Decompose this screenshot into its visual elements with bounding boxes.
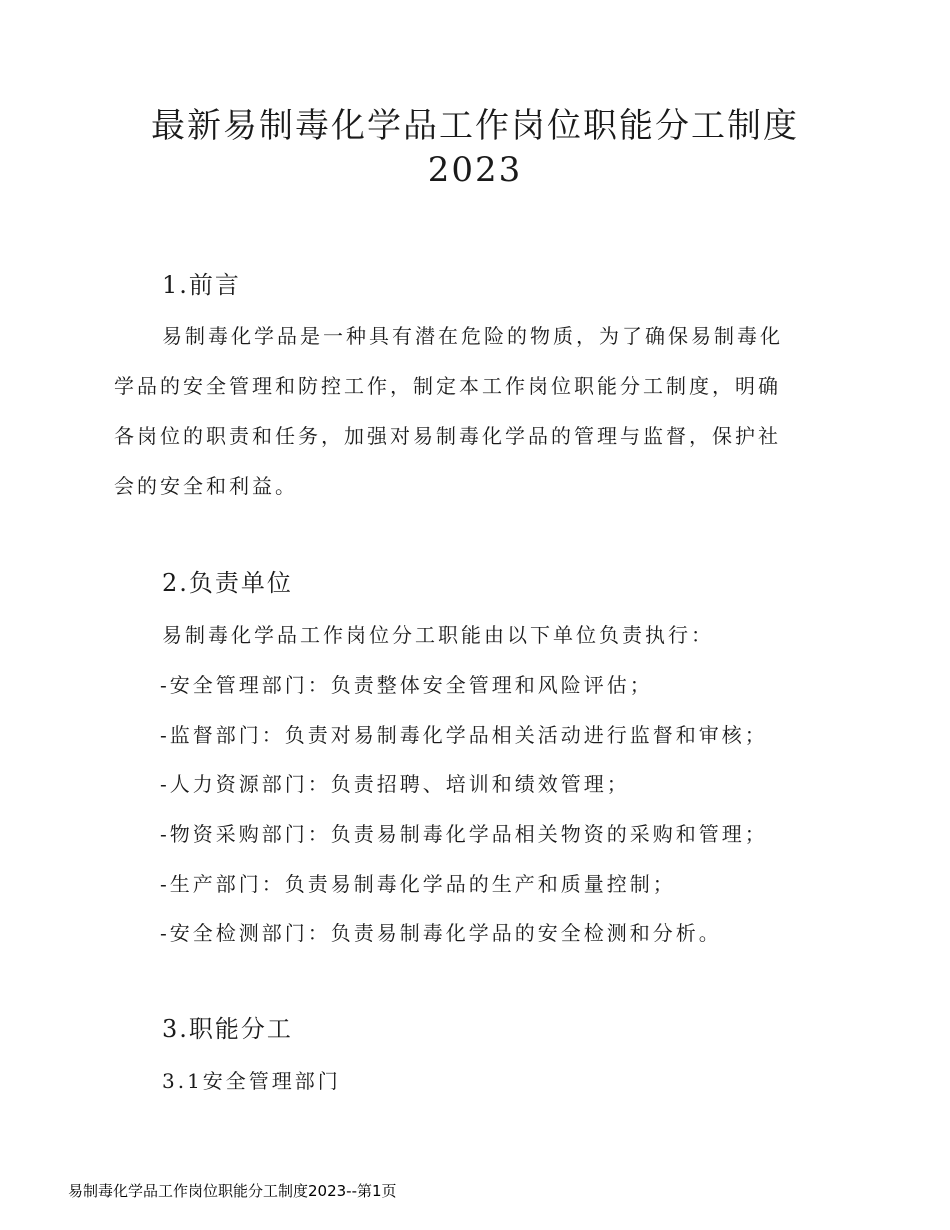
preface-paragraph-line: 各岗位的职责和任务，加强对易制毒化学品的管理与监督，保护社	[114, 424, 781, 448]
document-title-line-2: 2023	[427, 150, 523, 190]
section-heading-responsible-units: 2.负责单位	[162, 569, 293, 597]
subsection-heading: 3.1安全管理部门	[162, 1069, 341, 1093]
preface-paragraph-line: 易制毒化学品是一种具有潜在危险的物质，为了确保易制毒化	[162, 324, 783, 348]
responsible-units-intro: 易制毒化学品工作岗位分工职能由以下单位负责执行：	[162, 623, 714, 647]
list-item: -安全检测部门：负责易制毒化学品的安全检测和分析。	[160, 921, 722, 945]
preface-paragraph-line: 学品的安全管理和防控工作，制定本工作岗位职能分工制度，明确	[114, 374, 781, 398]
document-title-line-1: 最新易制毒化学品工作岗位职能分工制度	[151, 106, 799, 146]
preface-paragraph-line: 会的安全和利益。	[114, 474, 298, 498]
list-item: -物资采购部门：负责易制毒化学品相关物资的采购和管理；	[160, 822, 768, 846]
section-heading-preface: 1.前言	[162, 271, 241, 299]
list-item: -安全管理部门：负责整体安全管理和风险评估；	[160, 673, 653, 697]
list-item: -人力资源部门：负责招聘、培训和绩效管理；	[160, 772, 630, 796]
section-heading-division: 3.职能分工	[162, 1015, 293, 1043]
list-item: -监督部门：负责对易制毒化学品相关活动进行监督和审核；	[160, 723, 768, 747]
list-item: -生产部门：负责易制毒化学品的生产和质量控制；	[160, 872, 676, 896]
page-footer: 易制毒化学品工作岗位职能分工制度2023--第1页	[68, 1182, 397, 1200]
